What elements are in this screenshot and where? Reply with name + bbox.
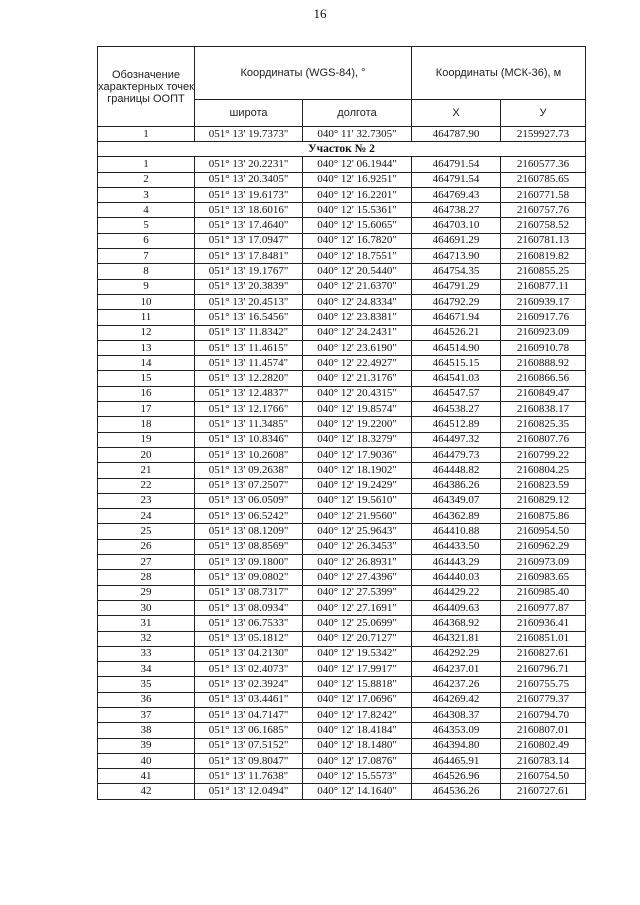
y-coordinate-cell: 2160577.36 <box>501 157 586 172</box>
longitude-cell: 040° 12' 22.4927" <box>303 356 412 371</box>
longitude-cell: 040° 12' 18.3279" <box>303 432 412 447</box>
x-coordinate-cell: 464792.29 <box>412 294 501 309</box>
latitude-cell: 051° 13' 08.8569" <box>195 539 303 554</box>
x-coordinate-cell: 464671.94 <box>412 310 501 325</box>
table-row <box>98 585 586 600</box>
latitude-cell: 051° 13' 17.0947" <box>195 233 303 248</box>
latitude-cell: 051° 13' 12.0494" <box>195 784 303 799</box>
point-number-cell: 40 <box>98 753 195 768</box>
latitude-cell: 051° 13' 10.2608" <box>195 447 303 462</box>
x-coordinate-cell: 464440.03 <box>412 570 501 585</box>
point-number-cell: 10 <box>98 294 195 309</box>
latitude-cell: 051° 13' 20.3839" <box>195 279 303 294</box>
x-coordinate-cell: 464394.80 <box>412 738 501 753</box>
page-number: 16 <box>313 6 327 21</box>
y-coordinate-cell: 2160804.25 <box>501 463 586 478</box>
y-coordinate-cell: 2160985.40 <box>501 585 586 600</box>
latitude-cell: 051° 13' 12.4837" <box>195 386 303 401</box>
y-coordinate-cell: 2160754.50 <box>501 769 586 784</box>
latitude-cell: 051° 13' 11.3485" <box>195 417 303 432</box>
latitude-cell: 051° 13' 17.4640" <box>195 218 303 233</box>
longitude-cell: 040° 12' 23.6190" <box>303 340 412 355</box>
y-coordinate-cell: 2160807.76 <box>501 432 586 447</box>
longitude-cell: 040° 12' 20.4315" <box>303 386 412 401</box>
x-coordinate-cell: 464386.26 <box>412 478 501 493</box>
longitude-cell: 040° 12' 27.5399" <box>303 585 412 600</box>
x-coordinate-cell: 464515.15 <box>412 356 501 371</box>
longitude-cell: 040° 12' 17.0696" <box>303 692 412 707</box>
y-coordinate-cell: 2160781.13 <box>501 233 586 248</box>
point-number-cell: 26 <box>98 539 195 554</box>
table-row <box>98 402 586 417</box>
x-coordinate-cell: 464791.54 <box>412 157 501 172</box>
table-row <box>98 769 586 784</box>
y-coordinate-cell: 2160917.76 <box>501 310 586 325</box>
x-coordinate-cell: 464292.29 <box>412 646 501 661</box>
table-row <box>98 478 586 493</box>
longitude-cell: 040° 11' 32.7305" <box>303 127 412 142</box>
x-coordinate-cell: 464321.81 <box>412 631 501 646</box>
latitude-cell: 051° 13' 09.8047" <box>195 753 303 768</box>
point-number-cell: 1 <box>98 127 195 142</box>
latitude-cell: 051° 13' 09.1800" <box>195 555 303 570</box>
point-number-cell: 30 <box>98 600 195 615</box>
table-row <box>98 692 586 707</box>
table-row <box>98 233 586 248</box>
longitude-cell: 040° 12' 14.1640" <box>303 784 412 799</box>
latitude-cell: 051° 13' 17.8481" <box>195 249 303 264</box>
y-coordinate-cell: 2160888.92 <box>501 356 586 371</box>
table-row <box>98 417 586 432</box>
longitude-cell: 040° 12' 27.1691" <box>303 600 412 615</box>
table-row <box>98 707 586 722</box>
latitude-cell: 051° 13' 09.2638" <box>195 463 303 478</box>
y-coordinate-cell: 2160877.11 <box>501 279 586 294</box>
y-coordinate-cell: 2159927.73 <box>501 127 586 142</box>
x-coordinate-cell: 464448.82 <box>412 463 501 478</box>
x-coordinate-cell: 464362.89 <box>412 509 501 524</box>
longitude-cell: 040° 12' 15.5573" <box>303 769 412 784</box>
x-coordinate-cell: 464409.63 <box>412 600 501 615</box>
point-number-cell: 27 <box>98 555 195 570</box>
table-row <box>98 616 586 631</box>
x-coordinate-cell: 464308.37 <box>412 707 501 722</box>
longitude-cell: 040° 12' 16.9251" <box>303 172 412 187</box>
latitude-cell: 051° 13' 04.7147" <box>195 707 303 722</box>
x-coordinate-cell: 464497.32 <box>412 432 501 447</box>
table-row <box>98 325 586 340</box>
latitude-cell: 051° 13' 19.1767" <box>195 264 303 279</box>
x-coordinate-cell: 464536.26 <box>412 784 501 799</box>
y-coordinate-cell: 2160983.65 <box>501 570 586 585</box>
y-coordinate-cell: 2160783.14 <box>501 753 586 768</box>
table-row <box>98 539 586 554</box>
x-coordinate-cell: 464538.27 <box>412 402 501 417</box>
table-row <box>98 264 586 279</box>
latitude-cell: 051° 13' 19.6173" <box>195 187 303 202</box>
longitude-cell: 040° 12' 18.7551" <box>303 249 412 264</box>
latitude-cell: 051° 13' 12.2820" <box>195 371 303 386</box>
y-coordinate-cell: 2160771.58 <box>501 187 586 202</box>
point-number-cell: 5 <box>98 218 195 233</box>
latitude-cell: 051° 13' 20.2231" <box>195 157 303 172</box>
table-header <box>98 47 586 127</box>
y-coordinate-cell: 2160936.41 <box>501 616 586 631</box>
point-number-cell: 35 <box>98 677 195 692</box>
header-msk36: Координаты (МСК-36), м <box>412 47 586 100</box>
point-number-cell: 22 <box>98 478 195 493</box>
y-coordinate-cell: 2160802.49 <box>501 738 586 753</box>
latitude-cell: 051° 13' 08.0934" <box>195 600 303 615</box>
x-coordinate-cell: 464526.21 <box>412 325 501 340</box>
latitude-cell: 051° 13' 20.4513" <box>195 294 303 309</box>
point-number-cell: 13 <box>98 340 195 355</box>
point-number-cell: 34 <box>98 662 195 677</box>
y-coordinate-cell: 2160849.47 <box>501 386 586 401</box>
longitude-cell: 040° 12' 23.8381" <box>303 310 412 325</box>
x-coordinate-cell: 464479.73 <box>412 447 501 462</box>
point-number-cell: 24 <box>98 509 195 524</box>
table-row <box>98 493 586 508</box>
longitude-cell: 040° 12' 19.8574" <box>303 402 412 417</box>
table-row <box>98 555 586 570</box>
longitude-cell: 040° 12' 17.8242" <box>303 707 412 722</box>
longitude-cell: 040° 12' 18.1480" <box>303 738 412 753</box>
y-coordinate-cell: 2160875.86 <box>501 509 586 524</box>
point-number-cell: 2 <box>98 172 195 187</box>
latitude-cell: 051° 13' 19.7373" <box>195 127 303 142</box>
y-coordinate-cell: 2160794.70 <box>501 707 586 722</box>
latitude-cell: 051° 13' 16.5456" <box>195 310 303 325</box>
table-row <box>98 172 586 187</box>
latitude-cell: 051° 13' 10.8346" <box>195 432 303 447</box>
y-coordinate-cell: 2160977.87 <box>501 600 586 615</box>
longitude-cell: 040° 12' 17.9917" <box>303 662 412 677</box>
y-coordinate-cell: 2160779.37 <box>501 692 586 707</box>
point-number-cell: 14 <box>98 356 195 371</box>
table-row <box>98 447 586 462</box>
point-number-cell: 15 <box>98 371 195 386</box>
y-coordinate-cell: 2160838.17 <box>501 402 586 417</box>
longitude-cell: 040° 12' 24.2431" <box>303 325 412 340</box>
latitude-cell: 051° 13' 04.2130" <box>195 646 303 661</box>
table-row <box>98 187 586 202</box>
table-row <box>98 218 586 233</box>
x-coordinate-cell: 464547.57 <box>412 386 501 401</box>
y-coordinate-cell: 2160866.56 <box>501 371 586 386</box>
longitude-cell: 040° 12' 19.2429" <box>303 478 412 493</box>
table-body <box>98 127 586 800</box>
longitude-cell: 040° 12' 18.4184" <box>303 723 412 738</box>
x-coordinate-cell: 464526.96 <box>412 769 501 784</box>
latitude-cell: 051° 13' 05.1812" <box>195 631 303 646</box>
latitude-cell: 051° 13' 03.4461" <box>195 692 303 707</box>
longitude-cell: 040° 12' 25.0699" <box>303 616 412 631</box>
longitude-cell: 040° 12' 24.8334" <box>303 294 412 309</box>
longitude-cell: 040° 12' 19.5610" <box>303 493 412 508</box>
latitude-cell: 051° 13' 12.1766" <box>195 402 303 417</box>
header-wgs84: Координаты (WGS-84), ° <box>195 47 412 100</box>
point-number-cell: 17 <box>98 402 195 417</box>
y-coordinate-cell: 2160973.09 <box>501 555 586 570</box>
latitude-cell: 051° 13' 20.3405" <box>195 172 303 187</box>
table-row <box>98 738 586 753</box>
coordinates-table <box>97 46 586 800</box>
x-coordinate-cell: 464443.29 <box>412 555 501 570</box>
point-number-cell: 18 <box>98 417 195 432</box>
table-row <box>98 570 586 585</box>
x-coordinate-cell: 464514.90 <box>412 340 501 355</box>
point-number-cell: 8 <box>98 264 195 279</box>
longitude-cell: 040° 12' 15.5361" <box>303 203 412 218</box>
x-coordinate-cell: 464368.92 <box>412 616 501 631</box>
latitude-cell: 051° 13' 06.7533" <box>195 616 303 631</box>
table-row <box>98 356 586 371</box>
x-coordinate-cell: 464410.88 <box>412 524 501 539</box>
latitude-cell: 051° 13' 11.7638" <box>195 769 303 784</box>
x-coordinate-cell: 464237.26 <box>412 677 501 692</box>
header-longitude: долгота <box>303 100 412 127</box>
point-number-cell: 36 <box>98 692 195 707</box>
point-number-cell: 39 <box>98 738 195 753</box>
table-row <box>98 509 586 524</box>
latitude-cell: 051° 13' 08.1209" <box>195 524 303 539</box>
table-row <box>98 677 586 692</box>
table-row <box>98 279 586 294</box>
latitude-cell: 051° 13' 02.3924" <box>195 677 303 692</box>
latitude-cell: 051° 13' 18.6016" <box>195 203 303 218</box>
longitude-cell: 040° 12' 17.0876" <box>303 753 412 768</box>
point-number-cell: 42 <box>98 784 195 799</box>
point-number-cell: 41 <box>98 769 195 784</box>
y-coordinate-cell: 2160757.76 <box>501 203 586 218</box>
table-row <box>98 371 586 386</box>
x-coordinate-cell: 464703.10 <box>412 218 501 233</box>
point-number-cell: 21 <box>98 463 195 478</box>
table-row <box>98 157 586 172</box>
x-coordinate-cell: 464512.89 <box>412 417 501 432</box>
table-row <box>98 784 586 799</box>
latitude-cell: 051° 13' 11.4574" <box>195 356 303 371</box>
latitude-cell: 051° 13' 11.4615" <box>195 340 303 355</box>
longitude-cell: 040° 12' 21.6370" <box>303 279 412 294</box>
table-row <box>98 294 586 309</box>
table-row <box>98 524 586 539</box>
section-row <box>98 142 586 157</box>
x-coordinate-cell: 464237.01 <box>412 662 501 677</box>
header-y: У <box>501 100 586 127</box>
x-coordinate-cell: 464791.54 <box>412 172 501 187</box>
latitude-cell: 051° 13' 06.1685" <box>195 723 303 738</box>
latitude-cell: 051° 13' 09.0802" <box>195 570 303 585</box>
y-coordinate-cell: 2160727.61 <box>501 784 586 799</box>
y-coordinate-cell: 2160954.50 <box>501 524 586 539</box>
longitude-cell: 040° 12' 16.2201" <box>303 187 412 202</box>
x-coordinate-cell: 464349.07 <box>412 493 501 508</box>
longitude-cell: 040° 12' 19.2200" <box>303 417 412 432</box>
x-coordinate-cell: 464269.42 <box>412 692 501 707</box>
table-row <box>98 662 586 677</box>
point-number-cell: 3 <box>98 187 195 202</box>
point-number-cell: 25 <box>98 524 195 539</box>
longitude-cell: 040° 12' 17.9036" <box>303 447 412 462</box>
longitude-cell: 040° 12' 15.6065" <box>303 218 412 233</box>
longitude-cell: 040° 12' 16.7820" <box>303 233 412 248</box>
table-row <box>98 127 586 142</box>
latitude-cell: 051° 13' 07.2507" <box>195 478 303 493</box>
latitude-cell: 051° 13' 08.7317" <box>195 585 303 600</box>
longitude-cell: 040° 12' 26.3453" <box>303 539 412 554</box>
section-title: Участок № 2 <box>98 142 586 157</box>
x-coordinate-cell: 464738.27 <box>412 203 501 218</box>
y-coordinate-cell: 2160825.35 <box>501 417 586 432</box>
longitude-cell: 040° 12' 06.1944" <box>303 157 412 172</box>
longitude-cell: 040° 12' 20.5440" <box>303 264 412 279</box>
latitude-cell: 051° 13' 06.5242" <box>195 509 303 524</box>
longitude-cell: 040° 12' 21.3176" <box>303 371 412 386</box>
y-coordinate-cell: 2160962.29 <box>501 539 586 554</box>
table-row <box>98 340 586 355</box>
y-coordinate-cell: 2160758.52 <box>501 218 586 233</box>
x-coordinate-cell: 464791.29 <box>412 279 501 294</box>
point-number-cell: 23 <box>98 493 195 508</box>
x-coordinate-cell: 464787.90 <box>412 127 501 142</box>
point-number-cell: 29 <box>98 585 195 600</box>
latitude-cell: 051° 13' 06.0509" <box>195 493 303 508</box>
y-coordinate-cell: 2160851.01 <box>501 631 586 646</box>
y-coordinate-cell: 2160755.75 <box>501 677 586 692</box>
point-number-cell: 9 <box>98 279 195 294</box>
longitude-cell: 040° 12' 19.5342" <box>303 646 412 661</box>
point-number-cell: 1 <box>98 157 195 172</box>
table-row <box>98 600 586 615</box>
y-coordinate-cell: 2160923.09 <box>501 325 586 340</box>
latitude-cell: 051° 13' 02.4073" <box>195 662 303 677</box>
point-number-cell: 16 <box>98 386 195 401</box>
table-row <box>98 723 586 738</box>
point-number-cell: 33 <box>98 646 195 661</box>
longitude-cell: 040° 12' 15.8818" <box>303 677 412 692</box>
longitude-cell: 040° 12' 18.1902" <box>303 463 412 478</box>
y-coordinate-cell: 2160829.12 <box>501 493 586 508</box>
point-number-cell: 11 <box>98 310 195 325</box>
point-number-cell: 20 <box>98 447 195 462</box>
table-row <box>98 386 586 401</box>
point-number-cell: 28 <box>98 570 195 585</box>
latitude-cell: 051° 13' 11.8342" <box>195 325 303 340</box>
table-row <box>98 203 586 218</box>
table-row <box>98 753 586 768</box>
y-coordinate-cell: 2160823.59 <box>501 478 586 493</box>
x-coordinate-cell: 464713.90 <box>412 249 501 264</box>
y-coordinate-cell: 2160910.78 <box>501 340 586 355</box>
y-coordinate-cell: 2160939.17 <box>501 294 586 309</box>
table-row <box>98 631 586 646</box>
latitude-cell: 051° 13' 07.5152" <box>195 738 303 753</box>
y-coordinate-cell: 2160819.82 <box>501 249 586 264</box>
point-number-cell: 7 <box>98 249 195 264</box>
point-number-cell: 19 <box>98 432 195 447</box>
point-number-cell: 38 <box>98 723 195 738</box>
x-coordinate-cell: 464541.03 <box>412 371 501 386</box>
table-row <box>98 310 586 325</box>
table-row <box>98 463 586 478</box>
point-number-cell: 32 <box>98 631 195 646</box>
x-coordinate-cell: 464691.29 <box>412 233 501 248</box>
x-coordinate-cell: 464754.35 <box>412 264 501 279</box>
longitude-cell: 040° 12' 25.9643" <box>303 524 412 539</box>
y-coordinate-cell: 2160827.61 <box>501 646 586 661</box>
point-number-cell: 6 <box>98 233 195 248</box>
header-latitude: широта <box>195 100 303 127</box>
y-coordinate-cell: 2160785.65 <box>501 172 586 187</box>
y-coordinate-cell: 2160799.22 <box>501 447 586 462</box>
header-boundary-points: Обозначение характерных точек границы ООПТ <box>98 47 195 127</box>
point-number-cell: 37 <box>98 707 195 722</box>
x-coordinate-cell: 464433.50 <box>412 539 501 554</box>
longitude-cell: 040° 12' 27.4396" <box>303 570 412 585</box>
y-coordinate-cell: 2160855.25 <box>501 264 586 279</box>
table-row <box>98 432 586 447</box>
x-coordinate-cell: 464429.22 <box>412 585 501 600</box>
point-number-cell: 31 <box>98 616 195 631</box>
point-number-cell: 12 <box>98 325 195 340</box>
y-coordinate-cell: 2160796.71 <box>501 662 586 677</box>
header-x: X <box>412 100 501 127</box>
table-row <box>98 646 586 661</box>
point-number-cell: 4 <box>98 203 195 218</box>
longitude-cell: 040° 12' 20.7127" <box>303 631 412 646</box>
x-coordinate-cell: 464465.91 <box>412 753 501 768</box>
longitude-cell: 040° 12' 26.8931" <box>303 555 412 570</box>
x-coordinate-cell: 464353.09 <box>412 723 501 738</box>
x-coordinate-cell: 464769.43 <box>412 187 501 202</box>
y-coordinate-cell: 2160807.01 <box>501 723 586 738</box>
longitude-cell: 040° 12' 21.9560" <box>303 509 412 524</box>
table-row <box>98 249 586 264</box>
